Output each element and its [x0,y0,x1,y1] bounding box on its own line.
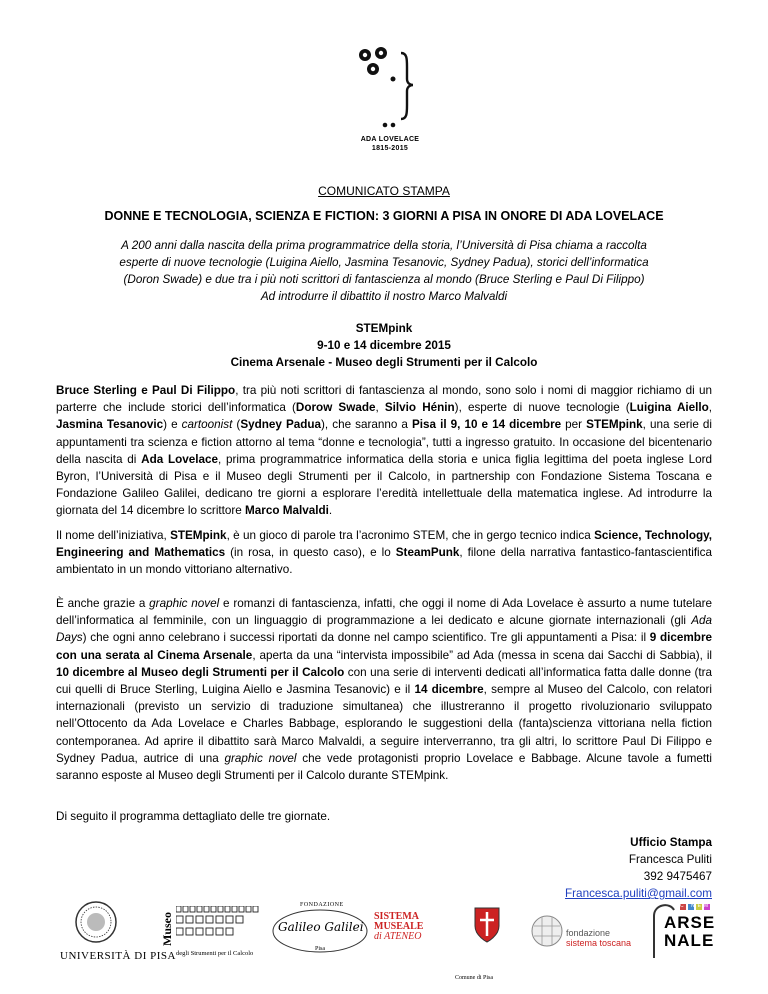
sponsor-logos [60,900,720,990]
text-run: , è un gioco di parole tra l’acronimo STEM, che in gergo tecnico indica [226,529,595,542]
museo-grid-icon [176,906,266,948]
paragraph-1 [56,382,712,520]
bold-text: Luigina Aiello [629,401,709,415]
text-run: , tra più noti scrittori di fantascienza al mondo, sono solo i nomi di maggior richiamo di un parterre che include storici dell’informatica ( [56,384,712,415]
contact-name: Francesca Puliti [628,853,712,866]
bold-text: 10 dicembre al Museo degli Strumenti per il Calcolo [56,665,345,679]
logo-caption [345,135,435,153]
text-run: , prima programmatrice informatica della storia e unica figlia legittima del poeta inglese Lord Byron, l’Università di Pisa e il Museo degli Strumenti per il Calcolo, in partnership con Fondazione Sistema Toscana e Fondazione Galileo Galilei, dedicano tre giorni a esplorare l’eredità intellettuale della matematica inglese. Ad introdurre la giornata del 14 dicembre lo scrittore [56,452,712,518]
sphere-icon [530,914,564,948]
toscana-line: sistema toscana [566,938,632,948]
text-run: ) e [163,418,182,432]
paragraph-text [56,382,712,520]
bold-text: Science, Technology, Engineering and Mathematics [56,529,712,560]
text-run: Il nome dell’iniziativa, [56,529,171,542]
event-name: STEMpink [355,322,413,335]
text-run: . [328,504,333,518]
text-run: È anche grazie a [56,597,150,610]
press-office: Ufficio Stampa [630,836,712,849]
text-run: , sempre al Museo del Calcolo, con relatori internazionali (previsto un servizio di traduzione simultanea) che illustreranno il progetto rivoluzionario sviluppato nell’Ottocento da Ada Lovelace e Charles Babbage, esplorando le suggestioni della (fanta)scienza vittoriana nella fiction contemporanea. Ad aprire il dibattito sarà Marco Malvaldi, a seguire interverranno, tra gli altri, lo scrittore Paul Di Filippo e Sydney Padua, autrice di una [56,683,713,765]
toscana-line: fondazione [566,928,611,938]
ada-lovelace-logo [355,45,425,133]
paragraph-text [56,808,712,825]
document-subtitle [40,237,728,305]
text-run: , aperta da una “intervista impossibile” ad Ada (messa in scena dai Sacchi di Sabbia), il [252,648,713,662]
text-run: , [375,401,385,415]
comune-shield-icon [472,904,502,944]
bold-text: Dorow Swade [295,401,376,415]
arsenale-text: ARSE NALE [664,913,716,950]
comune-text: Comune di Pisa [455,975,494,981]
text-run: con una serie di interventi dedicati all’informatica fatta dalle donne (tra cui quelli di Bruce Sterling, Luigina Aiello e Jasmina Tesanovic) e il [56,665,712,697]
subtitle-line: (Doron Swade) e due tra i più noti scrittori di fantascienza al mondo (Bruce Sterling e Paul Di Filippo) [123,273,645,286]
text-run: che vede protagonisti proprio Lovelace e Babbage. Alcune tavole a fumetti saranno esposte al Museo degli Strumenti per il Calcolo durante STEMpink. [56,751,712,783]
arsenale-top-text: CINEMA [680,903,718,909]
text-run: ), che saranno a [321,418,412,432]
text-run: e romanzi di fantascienza, infatti, che oggi il nome di Ada Lovelace è assurto a nume tutelare dell’informatica al femminile, con un linguaggio di programmazione a lei dedicato e alcune giornate internazionali (gli [56,597,712,628]
text-run: , una serie di appuntamenti tra scienza e fiction attorno al tema “donne e tecnologia”, tutti a ingresso gratuito. In occasione del bicentenario della nascita di [56,418,713,466]
museo-letter: Museo [160,912,174,946]
fondazione-toscana-logo [566,928,631,948]
event-venue: Cinema Arsenale - Museo degli Strumenti per il Calcolo [230,356,538,369]
bold-text: Marco Malvaldi [245,504,329,518]
paragraph-text [56,527,712,579]
text-run: ), esperte di nuove tecnologie ( [454,401,630,415]
galileo-logo [270,902,370,960]
italic-text: graphic novel [224,751,297,765]
logo-years: 1815-2015 [371,145,409,152]
text-run: per [561,418,587,432]
document-title: DONNE E TECNOLOGIA, SCIENZA E FICTION: 3 GIORNI A PISA IN ONORE DI ADA LOVELACE [104,209,664,223]
press-contact [565,834,712,902]
bold-text: STEMpink [586,418,643,432]
logo-name: ADA LOVELACE [360,136,420,143]
galileo-top-text: FONDAZIONE [300,902,344,908]
subtitle-line: A 200 anni dalla nascita della prima programmatrice della storia, l’Università di Pisa chiama a raccolta [121,239,647,252]
sistema-line: di ATENEO [374,931,422,942]
bold-text: 9 dicembre con una serata al Cinema Arsenale [56,631,712,662]
document-label: COMUNICATO STAMPA [318,184,450,198]
subtitle-line: esperte di nuove tecnologie (Luigina Aiello, Jasmina Tesanovic, Sydney Padua), storici dell’informatica [119,256,649,269]
bold-text: Silvio Hénin [384,401,455,415]
contact-phone: 392 9475467 [643,870,712,883]
sistema-line: MUSEALE [374,921,424,932]
text-run: (in rosa, in questo caso), e lo [225,546,396,560]
text-run: ) che ogni anno celebrano i successi riportati da donne nel campo scientifico. Tre gli appuntamenti a Pisa: il [82,631,650,645]
bold-text: Ada Lovelace [141,452,218,466]
paragraph-3 [56,595,712,784]
bold-text: STEMpink [170,529,227,542]
paragraph-4 [56,808,712,825]
sistema-line: SISTEMA [374,911,420,922]
italic-text: Ada Days [56,614,712,645]
text-run: , filone della narrativa fantastico-fantascientifica ambientato in un mondo vittoriano alternativo. [56,546,713,577]
italic-text: graphic novel [149,597,220,610]
sistema-museale-logo [374,912,423,942]
arsenale-logo [650,900,716,960]
bold-text: Sydney Padua [240,418,322,432]
bold-text: SteamPunk [395,546,460,560]
bold-text: Jasmina Tesanovic [56,418,164,432]
university-logo-text: UNIVERSITÀ DI PISA [60,950,176,962]
galileo-signature: Galileo Galilei [278,920,364,934]
galileo-bottom-text: Pisa [315,946,326,952]
text-run: ( [232,418,241,432]
paragraph-2 [56,527,712,579]
bold-text: Pisa il 9, 10 e 14 dicembre [412,418,562,432]
bold-text: 14 dicembre [414,683,484,697]
contact-email-link[interactable]: Francesca.puliti@gmail.com [565,887,712,900]
bold-text: Bruce Sterling e Paul Di Filippo [56,384,236,397]
university-seal-icon [74,900,118,944]
italic-text: cartoonist [181,418,233,432]
museo-subtitle: degli Strumenti per il Calcolo [176,950,254,957]
museo-logo [160,904,270,962]
event-info [40,320,728,371]
subtitle-line: Ad introdurre il dibattito il nostro Marco Malvaldi [260,290,508,303]
text-run: Di seguito il programma dettagliato delle tre giornate. [56,810,331,823]
paragraph-text [56,595,712,784]
event-dates: 9-10 e 14 dicembre 2015 [317,339,451,352]
text-run: , [708,401,713,415]
